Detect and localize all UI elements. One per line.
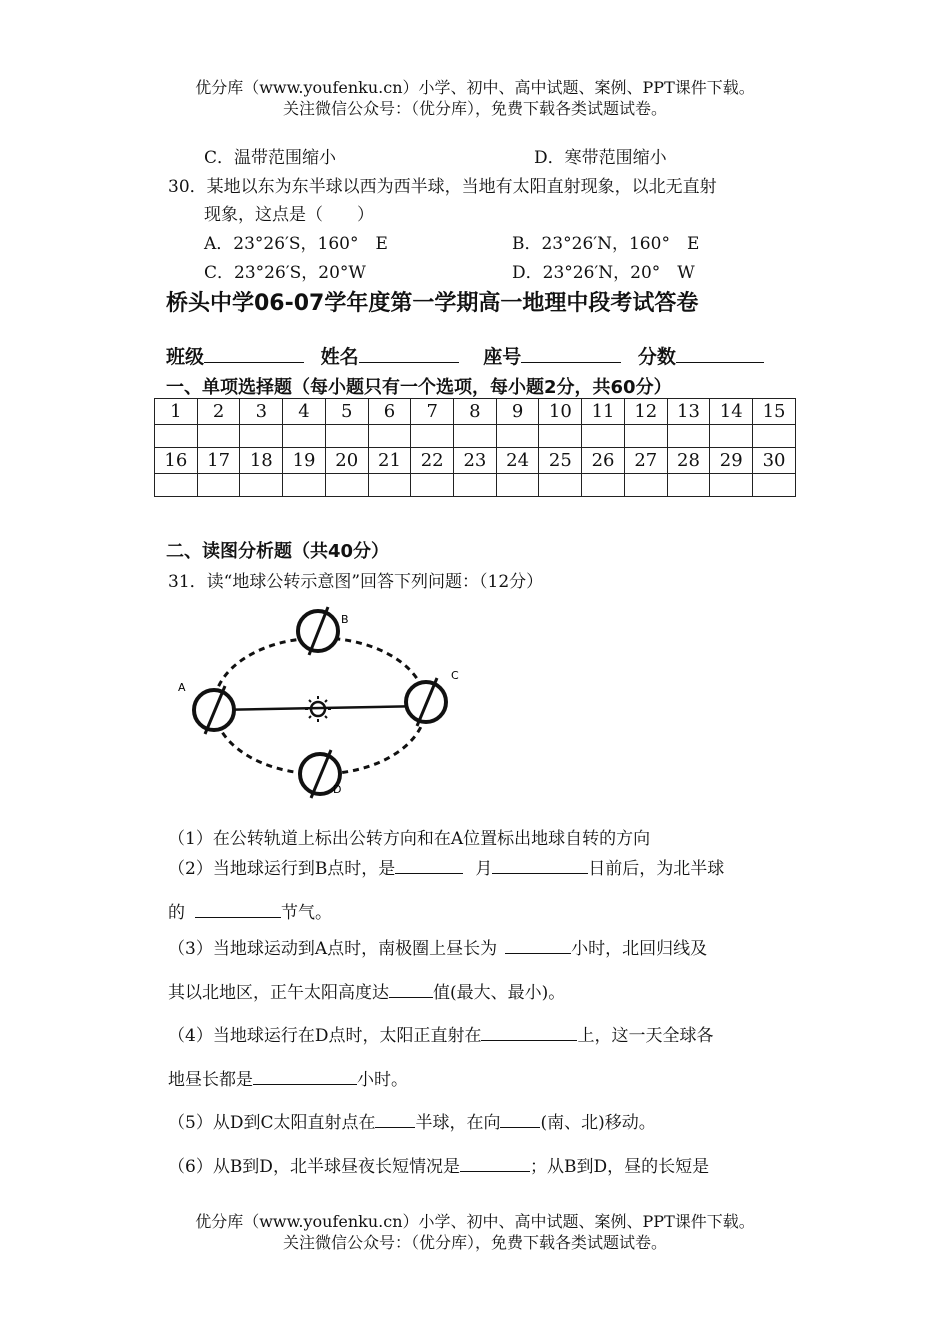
answer-number: 25 <box>539 448 582 474</box>
q31-p3-text-b: 小时，北回归线及 <box>571 939 708 959</box>
q31-p6-daynight-blank[interactable] <box>460 1153 530 1172</box>
q31-p2-text-c: 日前后，为北半球 <box>588 859 725 879</box>
answer-cell[interactable] <box>283 425 326 448</box>
answer-number: 21 <box>368 448 411 474</box>
q31-part-6 <box>168 1152 709 1177</box>
q29-option-d: D．寒带范围缩小 <box>534 148 667 168</box>
q31-part-5 <box>168 1108 656 1133</box>
answer-cell[interactable] <box>411 425 454 448</box>
answer-number: 10 <box>539 399 582 425</box>
score-label: 分数 <box>637 346 676 368</box>
q31-p2-text-a: （2）当地球运行到B点时，是 <box>168 859 396 879</box>
answer-sheet-title: 桥头中学06-07学年度第一学期高一地理中段考试答卷 <box>166 291 699 316</box>
answer-number: 16 <box>155 448 198 474</box>
answer-number: 20 <box>325 448 368 474</box>
class-label: 班级 <box>166 346 205 368</box>
q31-p3-text-a: （3）当地球运动到A点时，南极圈上昼长为 <box>168 939 498 959</box>
answer-blank-row-1 <box>155 425 796 448</box>
student-info-line <box>166 342 764 369</box>
answer-cell[interactable] <box>753 425 796 448</box>
answer-cell[interactable] <box>368 474 411 497</box>
seat-label: 座号 <box>483 346 522 368</box>
answer-number: 23 <box>454 448 497 474</box>
answer-cell[interactable] <box>753 474 796 497</box>
q31-p4-text-c: 地昼长都是 <box>168 1070 253 1090</box>
answer-cell[interactable] <box>582 474 625 497</box>
q31-p5-text-b: 半球，在向 <box>415 1113 501 1133</box>
answer-number: 12 <box>624 399 667 425</box>
q31-part-3-line-1 <box>168 934 707 959</box>
q31-p5-text-c: (南、北)移动。 <box>540 1113 656 1133</box>
header-line-2: 关注微信公众号：（优分库），免费下载各类试题试卷。 <box>282 99 667 118</box>
label-c: C <box>451 669 459 682</box>
answer-number: 27 <box>624 448 667 474</box>
answer-numbers-row-2 <box>155 448 796 474</box>
footer-line-1: 优分库（www.youfenku.cn）小学、初中、高中试题、案例、PPT课件下载。 <box>195 1212 755 1231</box>
answer-cell[interactable] <box>197 474 240 497</box>
answer-number: 8 <box>454 399 497 425</box>
answer-cell[interactable] <box>240 474 283 497</box>
earth-b-icon <box>298 607 338 655</box>
q31-part-3-line-2 <box>168 978 565 1003</box>
class-field[interactable] <box>204 344 304 363</box>
q31-p3-max-blank[interactable] <box>389 979 433 998</box>
footer-line-2: 关注微信公众号：（优分库），免费下载各类试题试卷。 <box>282 1233 667 1252</box>
answer-cell[interactable] <box>710 425 753 448</box>
q31-p4-text-b: 上，这一天全球各 <box>577 1026 714 1046</box>
label-b: B <box>341 613 349 626</box>
q31-p2-text-e: 节气。 <box>281 903 332 923</box>
earth-c-icon <box>406 678 446 726</box>
q31-p2-month-blank[interactable] <box>395 855 463 874</box>
q31-p2-day-blank[interactable] <box>492 855 588 874</box>
answer-number: 2 <box>197 399 240 425</box>
answer-cell[interactable] <box>496 474 539 497</box>
earth-orbit-diagram <box>170 598 470 808</box>
section-2-heading: 二、读图分析题（共40分） <box>166 541 390 562</box>
q31-p3-hours-blank[interactable] <box>505 935 571 954</box>
answer-cell[interactable] <box>283 474 326 497</box>
answer-number: 1 <box>155 399 198 425</box>
label-d: D <box>333 783 342 796</box>
q31-p4-text-a: （4）当地球运行在D点时，太阳正直射在 <box>168 1026 482 1046</box>
answer-cell[interactable] <box>667 474 710 497</box>
q30-option-d: D．23°26′N，20° W <box>512 263 695 283</box>
answer-table <box>154 398 796 497</box>
answer-cell[interactable] <box>411 474 454 497</box>
answer-cell[interactable] <box>155 474 198 497</box>
header-line-1: 优分库（www.youfenku.cn）小学、初中、高中试题、案例、PPT课件下载。 <box>195 78 755 97</box>
section-1-heading: 一、单项选择题（每小题只有一个选项，每小题2分，共60分） <box>166 377 672 398</box>
answer-cell[interactable] <box>454 474 497 497</box>
answer-number: 30 <box>753 448 796 474</box>
q31-p5-direction-blank[interactable] <box>500 1109 540 1128</box>
answer-cell[interactable] <box>454 425 497 448</box>
q31-p4-latitude-blank[interactable] <box>481 1022 577 1041</box>
q31-p3-text-c: 其以北地区，正午太阳高度达 <box>168 983 389 1003</box>
q31-p4-text-d: 小时。 <box>357 1070 408 1090</box>
q31-p5-text-a: （5）从D到C太阳直射点在 <box>168 1113 376 1133</box>
score-field[interactable] <box>676 344 764 363</box>
answer-cell[interactable] <box>539 474 582 497</box>
answer-cell[interactable] <box>325 474 368 497</box>
earth-a-icon <box>194 686 234 734</box>
answer-number: 4 <box>283 399 326 425</box>
q31-part-1: （1）在公转轨道上标出公转方向和在A位置标出地球自转的方向 <box>168 829 651 849</box>
answer-cell[interactable] <box>197 425 240 448</box>
orbit-axis-line <box>214 706 425 710</box>
answer-number: 14 <box>710 399 753 425</box>
q30-option-a: A．23°26′S，160° E <box>204 234 388 254</box>
answer-number: 9 <box>496 399 539 425</box>
q31-p2-text-b: 月 <box>475 859 493 879</box>
answer-number: 24 <box>496 448 539 474</box>
q31-part-2-line-1 <box>168 854 724 879</box>
answer-cell[interactable] <box>240 425 283 448</box>
answer-number: 6 <box>368 399 411 425</box>
answer-cell[interactable] <box>624 474 667 497</box>
answer-cell[interactable] <box>624 425 667 448</box>
answer-cell[interactable] <box>582 425 625 448</box>
q31-p6-text-a: （6）从B到D，北半球昼夜长短情况是 <box>168 1157 460 1177</box>
q31-p4-hours-blank[interactable] <box>253 1066 357 1085</box>
q31-p2-text-d: 的 <box>168 903 185 923</box>
answer-number: 28 <box>667 448 710 474</box>
q31-stem: 31．读“地球公转示意图”回答下列问题：（12分） <box>168 572 544 592</box>
answer-blank-row-2 <box>155 474 796 497</box>
q30-stem-line-1: 30．某地以东为东半球以西为西半球，当地有太阳直射现象，以北无直射 <box>168 177 717 197</box>
q30-option-b: B．23°26′N，160° E <box>512 234 700 254</box>
q31-p6-text-b: ；从B到D，昼的长短是 <box>529 1157 710 1177</box>
q31-p5-hemisphere-blank[interactable] <box>375 1109 415 1128</box>
answer-cell[interactable] <box>325 425 368 448</box>
q29-option-c: C．温带范围缩小 <box>204 148 337 168</box>
answer-number: 29 <box>710 448 753 474</box>
answer-number: 13 <box>667 399 710 425</box>
answer-number: 5 <box>325 399 368 425</box>
answer-number: 15 <box>753 399 796 425</box>
answer-cell[interactable] <box>710 474 753 497</box>
answer-number: 17 <box>197 448 240 474</box>
answer-cell[interactable] <box>155 425 198 448</box>
answer-number: 18 <box>240 448 283 474</box>
answer-cell[interactable] <box>496 425 539 448</box>
q30-stem-line-2: 现象，这点是（ ） <box>204 205 374 225</box>
answer-number: 22 <box>411 448 454 474</box>
q31-p3-text-d: 值(最大、最小)。 <box>433 983 566 1003</box>
seat-field[interactable] <box>521 344 621 363</box>
answer-cell[interactable] <box>667 425 710 448</box>
answer-cell[interactable] <box>539 425 582 448</box>
name-label: 姓名 <box>320 346 359 368</box>
q31-part-4-line-2 <box>168 1065 408 1090</box>
answer-cell[interactable] <box>368 425 411 448</box>
answer-number: 11 <box>582 399 625 425</box>
answer-number: 3 <box>240 399 283 425</box>
q31-p2-term-blank[interactable] <box>195 899 281 918</box>
answer-number: 26 <box>582 448 625 474</box>
label-a: A <box>178 681 186 694</box>
answer-numbers-row-1 <box>155 399 796 425</box>
answer-number: 7 <box>411 399 454 425</box>
q31-part-4-line-1 <box>168 1021 713 1046</box>
answer-number: 19 <box>283 448 326 474</box>
name-field[interactable] <box>359 344 459 363</box>
q31-part-2-line-2 <box>168 898 332 923</box>
q30-option-c: C．23°26′S，20°W <box>204 263 366 283</box>
